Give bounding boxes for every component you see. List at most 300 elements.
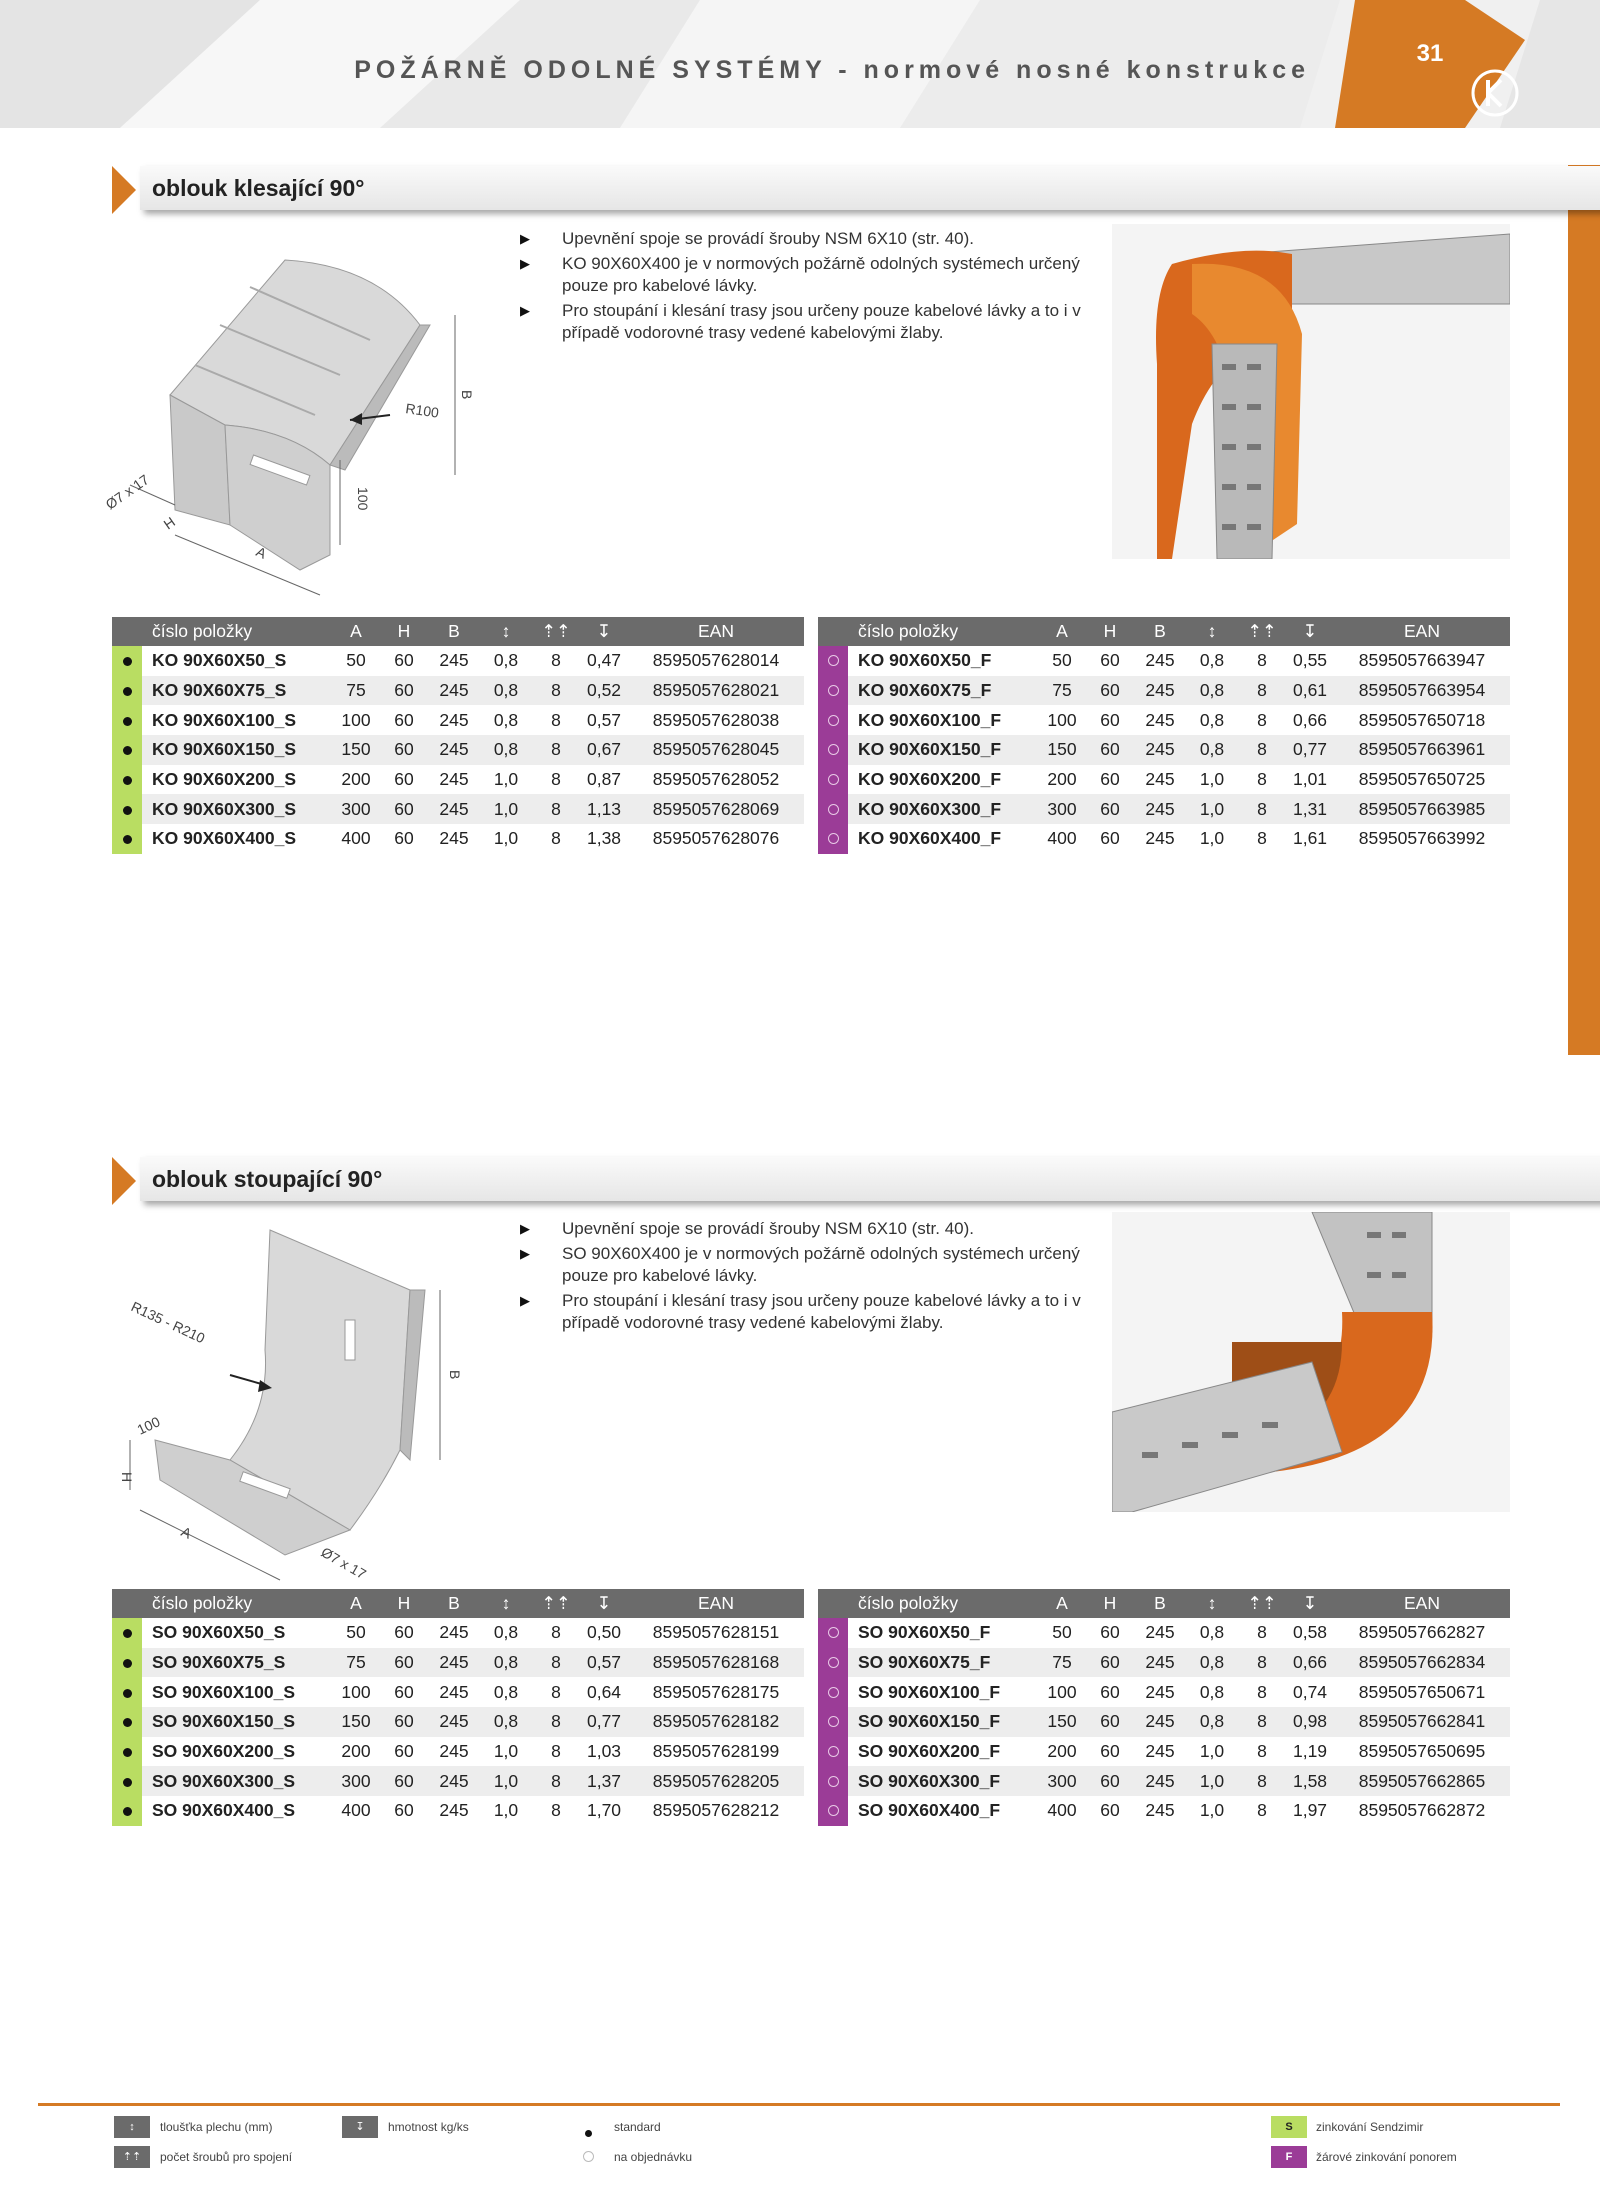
drawing-label-radius: R135 - R210 [128,1298,208,1347]
bolt-count: 8 [1238,1648,1286,1678]
clock-icon [818,646,848,676]
dim-a: 300 [1038,794,1086,824]
weight: 0,55 [1286,646,1334,676]
table-row [818,1737,1510,1767]
ean-code: 8595057650671 [1334,1677,1510,1707]
drawing-label-h: H [119,1472,135,1483]
drawing-label-hole: Ø7 x 17 [102,471,152,513]
ean-code: 8595057628182 [628,1707,804,1737]
dim-a: 100 [332,1677,380,1707]
col-header-h: H [1086,617,1134,646]
table-row [818,646,1510,676]
bolt-count: 8 [532,824,580,854]
dim-b: 245 [1134,1766,1186,1796]
col-header-h: H [1086,1589,1134,1618]
bolts-icon: ⇡⇡ [1238,1589,1286,1618]
ean-code: 8595057650695 [1334,1737,1510,1767]
bolt-count: 8 [1238,1737,1286,1767]
item-number: KO 90X60X50_F [848,646,1038,676]
dim-b: 245 [428,1737,480,1767]
clock-icon [818,1618,848,1648]
item-number: SO 90X60X150_S [142,1707,332,1737]
bolt-count: 8 [532,1766,580,1796]
thickness: 0,8 [480,1677,532,1707]
bolt-count: 8 [1238,1618,1286,1648]
dim-a: 100 [332,705,380,735]
ean-code: 8595057662827 [1334,1618,1510,1648]
dim-a: 50 [1038,646,1086,676]
thickness: 0,8 [480,1618,532,1648]
ean-code: 8595057628151 [628,1618,804,1648]
drawing-label-hole: Ø7 x 17 [318,1543,369,1583]
thickness: 1,0 [1186,794,1238,824]
table-row [818,1707,1510,1737]
dim-b: 245 [428,705,480,735]
table-row [112,646,804,676]
thickness: 0,8 [1186,1618,1238,1648]
item-number: SO 90X60X75_S [142,1648,332,1678]
weight-icon: ↧ [580,1589,628,1618]
dim-b: 245 [428,794,480,824]
dim-b: 245 [428,765,480,795]
standard-dot-icon [112,1796,142,1826]
thickness: 0,8 [480,735,532,765]
product-table-descending-s [112,617,804,854]
clock-icon [818,676,848,706]
col-header-h: H [380,1589,428,1618]
item-number: SO 90X60X75_F [848,1648,1038,1678]
bolt-count: 8 [1238,735,1286,765]
bolts-icon: ⇡⇡ [532,617,580,646]
table-row [818,1618,1510,1648]
col-header-a: A [332,617,380,646]
dim-b: 245 [1134,1648,1186,1678]
table-row [818,1766,1510,1796]
clock-icon [818,1648,848,1678]
legend-standard: standard [614,2120,661,2134]
thickness-icon: ↕ [1186,1589,1238,1618]
weight: 0,66 [1286,705,1334,735]
dim-b: 245 [1134,676,1186,706]
dim-b: 245 [428,646,480,676]
dim-b: 245 [1134,1796,1186,1826]
item-number: KO 90X60X75_F [848,676,1038,706]
dim-h: 60 [1086,705,1134,735]
dim-h: 60 [380,1618,428,1648]
dim-h: 60 [380,735,428,765]
table-row [112,676,804,706]
weight: 0,47 [580,646,628,676]
page-header-title: POŽÁRNĚ ODOLNÉ SYSTÉMY - normové nosné konstrukce [354,56,1310,84]
clock-icon [583,2151,594,2162]
item-number: SO 90X60X100_F [848,1677,1038,1707]
ean-code: 8595057650725 [1334,765,1510,795]
standard-dot-icon [112,794,142,824]
col-header-name: číslo položky [142,1589,332,1618]
dim-h: 60 [1086,1737,1134,1767]
dim-a: 75 [1038,676,1086,706]
ean-code: 8595057628069 [628,794,804,824]
legend-on-order: na objednávku [614,2150,693,2164]
feature-item: ▶ Upevnění spoje se provádí šrouby NSM 6X10 (str. 40). [520,228,1120,250]
table-row [112,824,804,854]
dim-h: 60 [380,1707,428,1737]
dim-b: 245 [1134,794,1186,824]
dim-h: 60 [1086,735,1134,765]
item-number: SO 90X60X50_F [848,1618,1038,1648]
drawing-label-radius: R100 [404,400,440,421]
col-header-b: B [1134,1589,1186,1618]
bolt-count: 8 [532,794,580,824]
col-header-ean: EAN [1334,617,1510,646]
bolt-count: 8 [532,646,580,676]
thickness: 0,8 [1186,1677,1238,1707]
dim-a: 300 [332,794,380,824]
dim-h: 60 [380,765,428,795]
bolts-icon: ⇡⇡ [114,2146,150,2168]
bolt-count: 8 [532,705,580,735]
item-number: KO 90X60X75_S [142,676,332,706]
standard-dot-icon [112,735,142,765]
dim-b: 245 [428,1618,480,1648]
weight: 0,67 [580,735,628,765]
ean-code: 8595057650718 [1334,705,1510,735]
bolt-count: 8 [1238,646,1286,676]
dim-b: 245 [1134,646,1186,676]
ean-code: 8595057662872 [1334,1796,1510,1826]
feature-item: ▶ Pro stoupání i klesání trasy jsou určeny pouze kabelové lávky a to i v případě vodorovné trasy vedené kabelovými žlaby. [520,300,1120,344]
page-number: 31 [1416,40,1444,67]
thickness-icon: ↕ [114,2116,150,2138]
bolt-count: 8 [1238,1796,1286,1826]
weight: 0,77 [1286,735,1334,765]
dim-h: 60 [1086,1766,1134,1796]
clock-icon [818,1707,848,1737]
ean-code: 8595057628199 [628,1737,804,1767]
ean-code: 8595057663947 [1334,646,1510,676]
table-row [112,765,804,795]
ean-code: 8595057628168 [628,1648,804,1678]
section-title-descending-bend: oblouk klesající 90° [112,166,1512,214]
col-header-name: číslo položky [848,1589,1038,1618]
feature-item: ▶ Pro stoupání i klesání trasy jsou určeny pouze kabelové lávky a to i v případě vodorovné trasy vedené kabelovými žlaby. [520,1290,1120,1334]
table-row [112,1737,804,1767]
standard-dot-icon [112,1648,142,1678]
technical-drawing-descending-bend [100,225,500,615]
standard-dot-icon [112,676,142,706]
thickness: 0,8 [480,646,532,676]
table-row [818,824,1510,854]
dim-a: 150 [332,735,380,765]
technical-drawing-ascending-bend [100,1210,500,1590]
feature-item: ▶ KO 90X60X400 je v normových požárně odolných systémech určený pouze pro kabelové lávky. [520,253,1120,297]
table-row [112,794,804,824]
weight: 0,98 [1286,1707,1334,1737]
weight-icon: ↧ [580,617,628,646]
dim-h: 60 [380,794,428,824]
table-row [818,765,1510,795]
ean-code: 8595057628021 [628,676,804,706]
clock-icon [818,705,848,735]
dim-h: 60 [1086,676,1134,706]
item-number: SO 90X60X400_F [848,1796,1038,1826]
standard-dot-icon [112,646,142,676]
table-row [112,1618,804,1648]
thickness: 0,8 [1186,646,1238,676]
dim-a: 50 [1038,1618,1086,1648]
ean-code: 8595057628205 [628,1766,804,1796]
bolt-count: 8 [532,1677,580,1707]
ean-code: 8595057628045 [628,735,804,765]
feature-item: ▶ SO 90X60X400 je v normových požárně odolných systémech určený pouze pro kabelové lávky. [520,1243,1120,1287]
footer-divider [38,2103,1560,2106]
col-header-ean: EAN [1334,1589,1510,1618]
thickness: 0,8 [1186,1707,1238,1737]
ean-code: 8595057628212 [628,1796,804,1826]
dim-b: 245 [1134,1737,1186,1767]
table-row [112,735,804,765]
dim-b: 245 [1134,705,1186,735]
standard-dot-icon [112,1618,142,1648]
legend-hot-dip: žárové zinkování ponorem [1316,2150,1457,2164]
col-header-h: H [380,617,428,646]
dim-b: 245 [1134,765,1186,795]
dim-b: 245 [428,1707,480,1737]
thickness-icon: ↕ [480,1589,532,1618]
thickness: 1,0 [1186,824,1238,854]
col-header-b: B [428,617,480,646]
col-header-name: číslo položky [848,617,1038,646]
weight: 0,50 [580,1618,628,1648]
item-number: KO 90X60X100_S [142,705,332,735]
dim-h: 60 [380,1677,428,1707]
dim-a: 300 [1038,1766,1086,1796]
side-accent-bar [1568,165,1600,1055]
item-number: SO 90X60X300_F [848,1766,1038,1796]
ean-code: 8595057663954 [1334,676,1510,706]
drawing-label-a: A [178,1523,194,1542]
thickness: 0,8 [480,705,532,735]
table-row [818,705,1510,735]
bolt-count: 8 [1238,676,1286,706]
weight: 1,58 [1286,1766,1334,1796]
dim-a: 200 [332,1737,380,1767]
dim-b: 245 [1134,1618,1186,1648]
table-row [818,794,1510,824]
table-row [818,1796,1510,1826]
dim-b: 245 [428,676,480,706]
table-row [112,1677,804,1707]
col-header-b: B [428,1589,480,1618]
bolts-icon: ⇡⇡ [1238,617,1286,646]
dim-a: 400 [1038,824,1086,854]
bolt-count: 8 [1238,705,1286,735]
clock-icon [818,824,848,854]
weight: 1,19 [1286,1737,1334,1767]
dim-h: 60 [1086,646,1134,676]
ean-code: 8595057628038 [628,705,804,735]
dim-a: 100 [1038,705,1086,735]
item-number: KO 90X60X150_S [142,735,332,765]
item-number: KO 90X60X300_F [848,794,1038,824]
weight: 0,87 [580,765,628,795]
thickness: 0,8 [480,676,532,706]
bolts-icon: ⇡⇡ [532,1589,580,1618]
thickness: 0,8 [1186,676,1238,706]
dim-a: 75 [332,676,380,706]
dim-h: 60 [380,646,428,676]
thickness: 0,8 [1186,735,1238,765]
weight-icon: ↧ [1286,617,1334,646]
dim-b: 245 [428,735,480,765]
dim-b: 245 [428,1766,480,1796]
drawing-label-100: 100 [355,487,371,511]
dim-b: 245 [428,1796,480,1826]
item-number: KO 90X60X150_F [848,735,1038,765]
clock-icon [818,735,848,765]
item-number: SO 90X60X300_S [142,1766,332,1796]
weight: 0,64 [580,1677,628,1707]
sendzimir-badge: S [1271,2116,1307,2138]
dim-a: 75 [332,1648,380,1678]
dim-a: 400 [332,824,380,854]
thickness: 1,0 [1186,765,1238,795]
weight: 1,37 [580,1766,628,1796]
ean-code: 8595057662865 [1334,1766,1510,1796]
dim-h: 60 [1086,1618,1134,1648]
item-number: KO 90X60X400_S [142,824,332,854]
ean-code: 8595057628175 [628,1677,804,1707]
table-row [112,1796,804,1826]
item-number: SO 90X60X200_S [142,1737,332,1767]
bolt-count: 8 [1238,1766,1286,1796]
item-number: KO 90X60X200_S [142,765,332,795]
bolt-count: 8 [1238,1677,1286,1707]
product-photo-descending-bend [1112,224,1510,559]
ean-code: 8595057663985 [1334,794,1510,824]
ean-code: 8595057628076 [628,824,804,854]
standard-dot-icon [112,1737,142,1767]
weight: 1,03 [580,1737,628,1767]
thickness: 1,0 [1186,1766,1238,1796]
table-row [818,735,1510,765]
weight: 0,77 [580,1707,628,1737]
bolt-count: 8 [532,1648,580,1678]
drawing-label-b: B [459,390,475,400]
thickness: 0,8 [480,1648,532,1678]
standard-dot-icon [112,765,142,795]
table-row [818,1677,1510,1707]
ean-code: 8595057662841 [1334,1707,1510,1737]
item-number: KO 90X60X50_S [142,646,332,676]
item-number: SO 90X60X100_S [142,1677,332,1707]
item-number: SO 90X60X50_S [142,1618,332,1648]
dim-h: 60 [380,676,428,706]
legend-sendzimir: zinkování Sendzimir [1316,2120,1424,2134]
clock-icon [818,794,848,824]
bolt-count: 8 [532,765,580,795]
standard-dot-icon [585,2124,592,2142]
ean-code: 8595057628014 [628,646,804,676]
feature-item: ▶ Upevnění spoje se provádí šrouby NSM 6X10 (str. 40). [520,1218,1120,1240]
thickness: 1,0 [1186,1796,1238,1826]
item-number: KO 90X60X400_F [848,824,1038,854]
clock-icon [818,1677,848,1707]
dim-a: 100 [1038,1677,1086,1707]
dim-b: 245 [428,1648,480,1678]
legend-thickness: tloušťka plechu (mm) [160,2120,273,2134]
thickness: 0,8 [480,1707,532,1737]
thickness-icon: ↕ [480,617,532,646]
thickness: 1,0 [480,1796,532,1826]
clock-icon [818,1796,848,1826]
item-number: SO 90X60X200_F [848,1737,1038,1767]
thickness: 0,8 [1186,1648,1238,1678]
dim-a: 300 [332,1766,380,1796]
bolt-count: 8 [1238,794,1286,824]
legend-bolts: počet šroubů pro spojení [160,2150,293,2164]
table-row [112,705,804,735]
dim-h: 60 [380,824,428,854]
bolt-count: 8 [532,1796,580,1826]
standard-dot-icon [112,705,142,735]
weight: 1,97 [1286,1796,1334,1826]
weight: 1,61 [1286,824,1334,854]
weight: 1,38 [580,824,628,854]
feature-list [520,228,1120,347]
weight-icon: ↧ [1286,1589,1334,1618]
dim-h: 60 [380,705,428,735]
dim-h: 60 [1086,794,1134,824]
weight: 0,61 [1286,676,1334,706]
weight: 1,13 [580,794,628,824]
dim-a: 200 [1038,1737,1086,1767]
bolt-count: 8 [532,735,580,765]
weight: 0,52 [580,676,628,706]
dim-b: 245 [1134,824,1186,854]
standard-dot-icon [112,1677,142,1707]
bolt-count: 8 [532,676,580,706]
weight: 0,57 [580,705,628,735]
product-photo-ascending-bend [1112,1212,1510,1512]
dim-a: 200 [332,765,380,795]
dim-h: 60 [1086,1677,1134,1707]
dim-b: 245 [1134,1707,1186,1737]
hot-dip-badge: F [1271,2146,1307,2168]
dim-b: 245 [1134,1677,1186,1707]
thickness: 1,0 [1186,1737,1238,1767]
dim-a: 400 [1038,1796,1086,1826]
dim-h: 60 [380,1737,428,1767]
item-number: KO 90X60X200_F [848,765,1038,795]
clock-icon [818,1737,848,1767]
weight: 0,58 [1286,1618,1334,1648]
dim-h: 60 [380,1796,428,1826]
dim-b: 245 [428,1677,480,1707]
product-table-ascending-f [818,1589,1510,1826]
ean-code: 8595057663961 [1334,735,1510,765]
dim-h: 60 [1086,1648,1134,1678]
dim-h: 60 [1086,1796,1134,1826]
col-header-name: číslo položky [142,617,332,646]
thickness: 1,0 [480,1766,532,1796]
thickness: 1,0 [480,765,532,795]
thickness: 1,0 [480,824,532,854]
standard-dot-icon [112,1766,142,1796]
item-number: KO 90X60X100_F [848,705,1038,735]
table-row [112,1707,804,1737]
dim-a: 50 [332,646,380,676]
